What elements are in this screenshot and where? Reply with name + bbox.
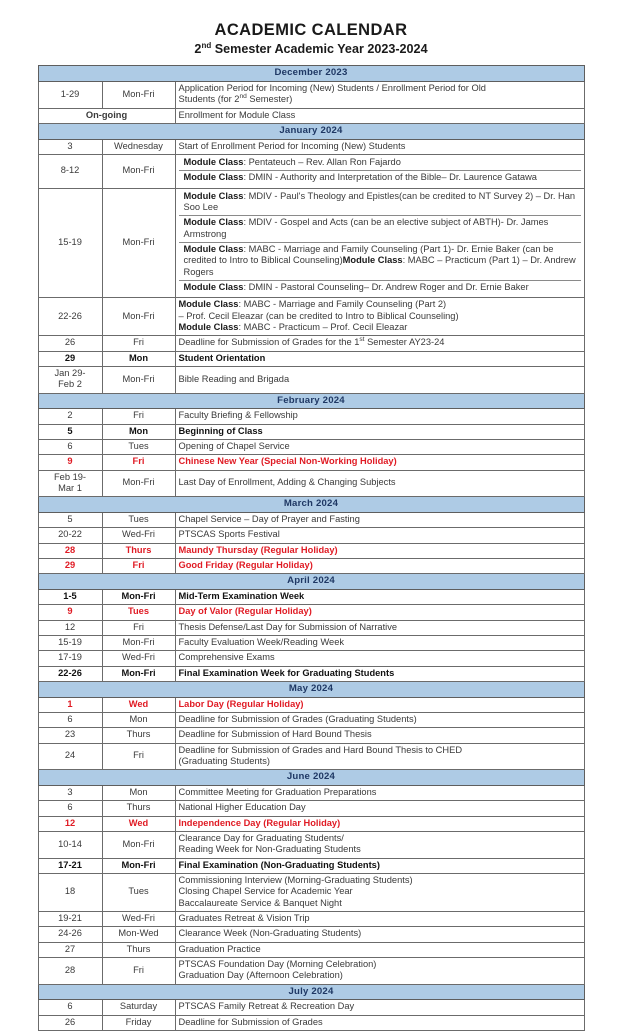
activity-line: Independence Day (Regular Holiday) [178,817,341,828]
activity-subcell [179,243,581,281]
day-cell: Mon [102,424,175,439]
day-cell: Thurs [102,543,175,558]
activity-cell [175,108,584,123]
date-cell: 17-21 [38,858,102,873]
day-cell: Wed [102,697,175,712]
activity-cell [175,728,584,743]
day-cell: Mon [102,713,175,728]
activity-subcell [179,281,581,296]
activity-subcell [179,190,581,216]
activity-line: Thesis Defense/Last Day for Submission of Narrative [178,621,398,632]
activity-line: Maundy Thursday (Regular Holiday) [178,544,338,555]
activity-cell [175,155,584,189]
subtitle-ordinal: nd [201,40,212,50]
day-cell: Friday [102,1015,175,1030]
activity-cell [175,912,584,927]
calendar-row [38,590,584,605]
activity-cell [175,816,584,831]
day-cell: Fri [102,620,175,635]
activity-line: Committee Meeting for Graduation Preparations [178,787,377,798]
activity-cell [175,605,584,620]
activity-cell [175,139,584,154]
day-cell: Mon-Fri [102,832,175,859]
activity-cell [175,351,584,366]
date-cell: 12 [38,816,102,831]
activity-subrow [179,216,581,243]
page-subtitle [0,42,622,56]
day-cell: Wed-Fri [102,651,175,666]
activity-cell [175,832,584,859]
activity-cell [175,620,584,635]
activity-line: Reading Week for Non-Graduating Students [178,844,361,855]
month-header-row [38,124,584,140]
day-cell: Mon-Fri [102,155,175,189]
date-cell: 12 [38,620,102,635]
date-cell: 8-12 [38,155,102,189]
day-cell: Thurs [102,942,175,957]
module-class-label: Module Class [183,244,244,255]
module-class-label: Module Class [183,172,244,183]
month-header-label: January 2024 [38,124,584,140]
activity-cell [175,697,584,712]
calendar-row [38,440,584,455]
date-cell: 29 [38,351,102,366]
activity-line: Last Day of Enrollment, Adding & Changing Subjects [178,477,396,488]
day-cell: Mon-Fri [102,367,175,394]
day-cell: Mon-Fri [102,590,175,605]
month-header-label: May 2024 [38,682,584,698]
calendar-row [38,832,584,859]
day-cell: Tues [102,513,175,528]
day-cell: Tues [102,440,175,455]
activity-subrow [179,281,581,296]
day-cell: Mon-Fri [102,82,175,109]
calendar-row [38,470,584,497]
activity-subrow [179,190,581,216]
calendar-row [38,298,584,336]
module-class-label: Module Class [183,217,244,228]
day-cell: Fri [102,743,175,770]
activity-line: Module Class: Pentateuch – Rev. Allan Ron Fajardo [183,157,401,168]
activity-subcell [179,216,581,243]
activity-line: Faculty Evaluation Week/Reading Week [178,637,345,648]
activity-line: Deadline for Submission of Grades (Graduating Students) [178,714,417,725]
activity-line: Opening of Chapel Service [178,441,290,452]
month-header-row [38,770,584,786]
activity-subtable [179,190,581,296]
activity-line: Graduation Practice [178,943,261,954]
day-cell: Mon-Fri [102,858,175,873]
month-header-label: December 2023 [38,66,584,82]
calendar-row [38,874,584,912]
activity-cell [175,786,584,801]
calendar-row [38,409,584,424]
date-cell: 5 [38,513,102,528]
activity-line: Graduates Retreat & Vision Trip [178,913,310,924]
date-cell: 2 [38,409,102,424]
date-cell: 27 [38,942,102,957]
calendar-row [38,927,584,942]
day-cell: Saturday [102,1000,175,1015]
activity-line: PTSCAS Family Retreat & Recreation Day [178,1001,355,1012]
day-cell: Wed-Fri [102,528,175,543]
activity-cell [175,188,584,298]
day-cell: Wed-Fri [102,912,175,927]
calendar-row [38,816,584,831]
day-cell: Mon [102,786,175,801]
page-title-block [0,0,622,56]
calendar-row [38,605,584,620]
day-cell: Thurs [102,728,175,743]
day-cell: Fri [102,336,175,351]
date-cell: 26 [38,1015,102,1030]
month-header-label: April 2024 [38,574,584,590]
day-cell: Fri [102,455,175,470]
day-cell: Thurs [102,801,175,816]
date-cell: 6 [38,440,102,455]
calendar-row [38,543,584,558]
activity-subrow [179,156,581,171]
date-cell: 3 [38,139,102,154]
day-cell: Mon [102,351,175,366]
activity-line: Faculty Briefing & Fellowship [178,410,298,421]
calendar-row [38,666,584,681]
calendar-row [38,82,584,109]
activity-line: Good Friday (Regular Holiday) [178,560,313,571]
date-cell: 9 [38,455,102,470]
subtitle-prefix: 2 [194,41,202,56]
calendar-row [38,620,584,635]
activity-line: Labor Day (Regular Holiday) [178,698,304,709]
calendar-row [38,801,584,816]
month-header-row [38,574,584,590]
date-cell: Feb 19- Mar 1 [38,470,102,497]
calendar-row [38,958,584,985]
activity-line: Bible Reading and Brigada [178,373,290,384]
date-cell: On-going [38,108,175,123]
month-header-row [38,984,584,1000]
activity-cell [175,409,584,424]
activity-line: (can be credited to NT Survey 2) – Dr. Han Soo Lee [183,190,576,213]
calendar-row [38,455,584,470]
activity-line: Module Class: DMIN - Authority and Interpretation of the Bible [183,172,442,183]
day-cell: Tues [102,874,175,912]
activity-cell [175,424,584,439]
calendar-row [38,424,584,439]
activity-line: Closing Chapel Service for Academic Year [178,886,353,897]
activity-line: Mid-Term Examination Week [178,591,305,602]
activity-line: PTSCAS Sports Festival [178,529,280,540]
date-cell: 10-14 [38,832,102,859]
date-cell: 6 [38,713,102,728]
activity-line: Day of Valor (Regular Holiday) [178,606,312,617]
activity-line: Graduation Day (Afternoon Celebration) [178,970,343,981]
activity-line: Chapel Service – Day of Prayer and Fasting [178,514,360,525]
activity-cell [175,367,584,394]
activity-line: PTSCAS Foundation Day (Morning Celebration) [178,959,377,970]
activity-line: Deadline for Submission of Hard Bound Thesis [178,729,372,740]
activity-line: Comprehensive Exams [178,652,275,663]
activity-cell [175,559,584,574]
day-cell: Mon-Fri [102,470,175,497]
activity-cell [175,440,584,455]
activity-subtable [179,156,581,186]
calendar-row [38,743,584,770]
activity-line: Module Class: MABC - Practicum – Prof. Cecil Eleazar [178,322,408,333]
subtitle-rest: Semester Academic Year 2023-2024 [211,41,428,56]
activity-subrow [179,171,581,186]
module-class-label: Module Class [342,255,403,266]
activity-cell [175,455,584,470]
activity-line: Module Class: MABC - Marriage and Family Counseling (Part 2) [178,299,447,310]
calendar-row [38,1015,584,1030]
calendar-row [38,697,584,712]
date-cell: 28 [38,958,102,985]
day-cell: Fri [102,409,175,424]
date-cell: Jan 29- Feb 2 [38,367,102,394]
activity-line: Module Class: MDIV - Gospel and Acts (can be an elective subject of ABTH) [183,217,501,228]
activity-cell [175,801,584,816]
date-cell: 1-29 [38,82,102,109]
month-header-row [38,66,584,82]
date-cell: 1-5 [38,590,102,605]
date-cell: 24 [38,743,102,770]
date-cell: 6 [38,1000,102,1015]
activity-line: Deadline for Submission of Grades for the 1st Semester AY23-24 [178,336,445,348]
activity-line: Module Class: MDIV - Paul's Theology and Epistles [183,190,400,201]
activity-line: Beginning of Class [178,425,263,436]
date-cell: 15-19 [38,188,102,298]
date-cell: 28 [38,543,102,558]
activity-line: Module Class: MABC - Marriage and Family Counseling (Part 1) [183,244,452,255]
calendar-row [38,336,584,351]
date-cell: 20-22 [38,528,102,543]
activity-line: Baccalaureate Service & Banquet Night [178,897,342,908]
activity-cell [175,470,584,497]
activity-cell [175,528,584,543]
activity-cell [175,336,584,351]
activity-line: Module Class: DMIN - Pastoral Counseling [183,282,364,293]
activity-cell [175,874,584,912]
date-cell: 19-21 [38,912,102,927]
month-header-row [38,682,584,698]
activity-cell [175,82,584,109]
calendar-row [38,528,584,543]
date-cell: 18 [38,874,102,912]
activity-line: Deadline for Submission of Grades and Hard Bound Thesis to CHED [178,744,463,755]
calendar-row [38,651,584,666]
month-header-label: February 2024 [38,393,584,409]
calendar-row [38,942,584,957]
day-cell: Mon-Wed [102,927,175,942]
activity-cell [175,666,584,681]
module-class-label: Module Class [178,322,239,333]
date-cell: 6 [38,801,102,816]
activity-line: National Higher Education Day [178,802,306,813]
activity-cell [175,1000,584,1015]
activity-line: Final Examination (Non-Graduating Students) [178,859,380,870]
module-class-label: Module Class [183,190,244,201]
activity-subcell [179,171,581,186]
month-header-row [38,393,584,409]
date-cell: 26 [38,336,102,351]
day-cell: Mon-Fri [102,636,175,651]
day-cell: Fri [102,559,175,574]
day-cell: Mon-Fri [102,298,175,336]
calendar-row [38,155,584,189]
month-header-label: March 2024 [38,497,584,513]
date-cell: 9 [38,605,102,620]
calendar-row [38,713,584,728]
calendar-row [38,513,584,528]
month-header-row [38,497,584,513]
page-title: ACADEMIC CALENDAR [214,21,408,39]
activity-line: Student Orientation [178,352,266,363]
calendar-row [38,728,584,743]
day-cell: Mon-Fri [102,666,175,681]
date-cell: 29 [38,559,102,574]
month-header-label: July 2024 [38,984,584,1000]
activity-line: Enrollment for Module Class [178,109,296,120]
calendar-row [38,351,584,366]
activity-line: (Graduating Students) [178,756,270,767]
day-cell: Wed [102,816,175,831]
day-cell: Tues [102,605,175,620]
activity-cell [175,958,584,985]
calendar-row [38,367,584,394]
calendar-row [38,786,584,801]
academic-calendar-table [38,65,585,1031]
activity-cell [175,298,584,336]
activity-line: Chinese New Year (Special Non-Working Holiday) [178,456,397,467]
module-class-label: Module Class [183,282,244,293]
day-cell: Mon-Fri [102,188,175,298]
activity-cell [175,636,584,651]
activity-line: – Prof. Cecil Eleazar (can be credited to Intro to Biblical Counseling) [178,310,459,321]
module-class-label: Module Class [183,157,244,168]
module-class-label: Module Class [178,299,239,310]
calendar-row [38,636,584,651]
date-cell: 1 [38,697,102,712]
activity-cell [175,651,584,666]
activity-line: – Dr. Andrew Roger and Dr. Ernie Baker [363,282,529,293]
activity-line: - Dr. Ernie Baker (can be credited to Intro to Biblical Counseling) [183,244,554,266]
activity-line: Module Class: MABC – Practicum (Part 1) – Dr. Andrew Rogers [183,255,576,277]
day-cell: Wednesday [102,139,175,154]
activity-line: Commissioning Interview (Morning-Graduating Students) [178,875,413,886]
calendar-row [38,108,584,123]
activity-line: - Dr. James Armstrong [183,217,549,239]
day-cell: Fri [102,958,175,985]
date-cell: 3 [38,786,102,801]
date-cell: 23 [38,728,102,743]
month-header-label: June 2024 [38,770,584,786]
activity-line: Deadline for Submission of Grades [178,1016,323,1027]
activity-cell [175,942,584,957]
activity-cell [175,543,584,558]
activity-cell [175,1015,584,1030]
activity-cell [175,590,584,605]
activity-line: Final Examination Week for Graduating Students [178,667,395,678]
activity-cell [175,513,584,528]
activity-cell [175,927,584,942]
activity-subcell [179,156,581,171]
activity-line: Clearance Week (Non-Graduating Students) [178,928,362,939]
date-cell: 24-26 [38,927,102,942]
activity-subrow [179,243,581,281]
activity-cell [175,858,584,873]
calendar-row [38,912,584,927]
date-cell: 5 [38,424,102,439]
date-cell: 22-26 [38,298,102,336]
activity-cell [175,713,584,728]
date-cell: 22-26 [38,666,102,681]
date-cell: 15-19 [38,636,102,651]
calendar-row [38,1000,584,1015]
calendar-row [38,858,584,873]
activity-line: – Dr. Laurence Gatawa [441,172,537,183]
activity-line: Application Period for Incoming (New) Students / Enrollment Period for Old [178,83,486,94]
activity-cell [175,743,584,770]
date-cell: 17-19 [38,651,102,666]
activity-line: Students (for 2nd Semester) [178,93,293,105]
calendar-row [38,139,584,154]
activity-line: Start of Enrollment Period for Incoming (New) Students [178,140,406,151]
calendar-row [38,188,584,298]
calendar-row [38,559,584,574]
activity-line: Clearance Day for Graduating Students/ [178,833,344,844]
